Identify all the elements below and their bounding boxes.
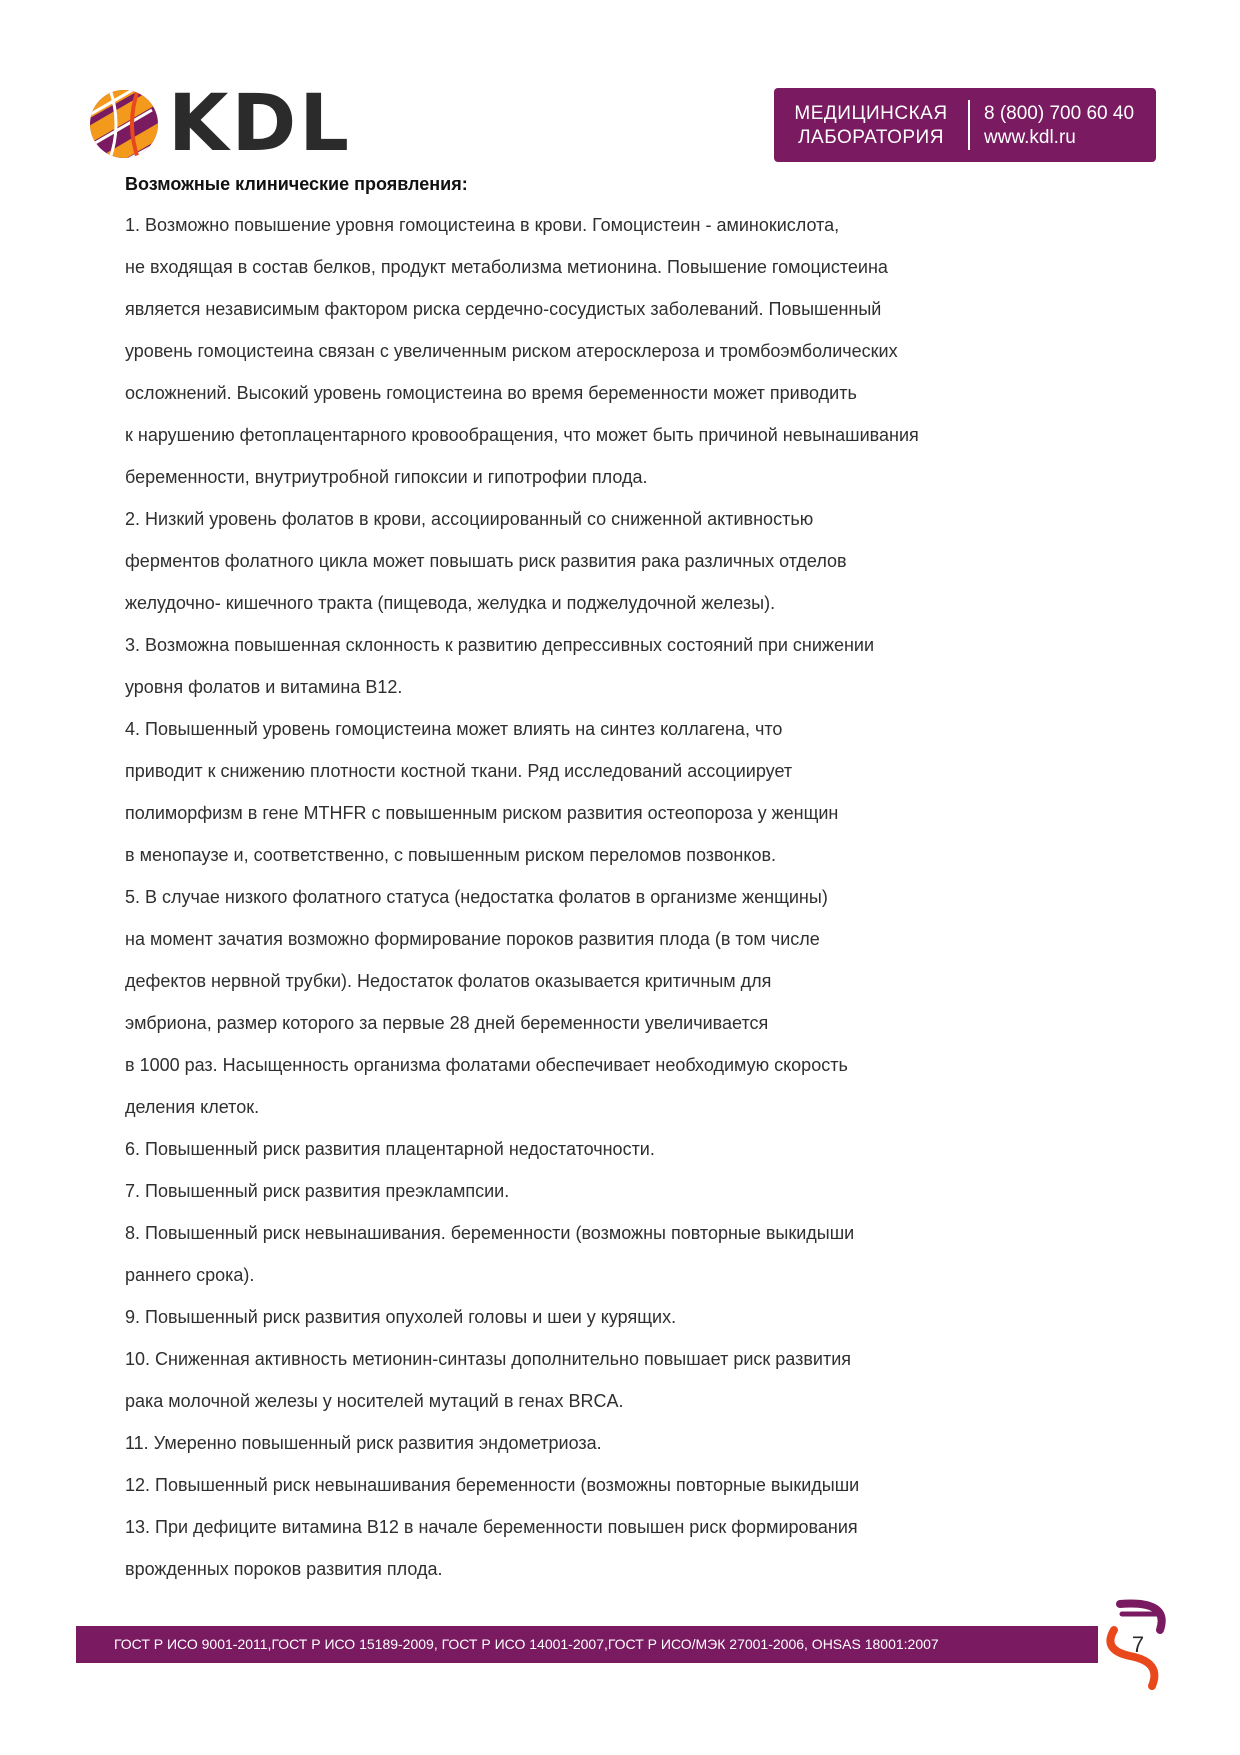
dna-logo-icon [88, 88, 160, 160]
text-line: уровень гомоцистеина связан с увеличенным риском атеросклероза и тромбоэмболических [125, 341, 898, 361]
text-line: ферментов фолатного цикла может повышать риск развития рака различных отделов [125, 551, 847, 571]
text-line: полиморфизм в гене MTHFR с повышенным риском развития остеопороза у женщин [125, 803, 839, 823]
brand-wordmark: KDL [168, 79, 352, 169]
document-body [125, 172, 1045, 1590]
text-line: раннего срока). [125, 1265, 255, 1285]
badge-divider [968, 100, 970, 150]
text-line: беременности, внутриутробной гипоксии и гипотрофии плода. [125, 467, 648, 487]
text-line: к нарушению фетоплацентарного кровообращения, что может быть причиной невынашивания [125, 425, 919, 445]
text-line: 2. Низкий уровень фолатов в крови, ассоциированный со сниженной активностью [125, 509, 814, 529]
text-lines [125, 204, 1045, 1590]
lab-title [774, 102, 968, 150]
text-line: 12. Повышенный риск невынашивания беременности (возможны повторные выкидыши [125, 1475, 860, 1495]
text-line: 5. В случае низкого фолатного статуса (недостатка фолатов в организме женщины) [125, 887, 828, 907]
footer-standards: ГОСТ Р ИСО 9001-2011,ГОСТ Р ИСО 15189-2009, ГОСТ Р ИСО 14001-2007,ГОСТ Р ИСО/МЭК 27001-2006, OHSAS 18001:2007 [114, 1636, 939, 1652]
text-line: дефектов нервной трубки). Недостаток фолатов оказывается критичным для [125, 971, 772, 991]
text-line: не входящая в состав белков, продукт метаболизма метионина. Повышение гомоцистеина [125, 257, 888, 277]
text-line: осложнений. Высокий уровень гомоцистеина во время беременности может приводить [125, 383, 857, 403]
text-line: рака молочной железы у носителей мутаций в генах BRCA. [125, 1391, 624, 1411]
text-line: 8. Повышенный риск невынашивания. беременности (возможны повторные выкидыши [125, 1223, 855, 1243]
text-line: 6. Повышенный риск развития плацентарной недостаточности. [125, 1139, 655, 1159]
text-line: эмбриона, размер которого за первые 28 дней беременности увеличивается [125, 1013, 769, 1033]
phone-number[interactable]: 8 (800) 700 60 40 [984, 103, 1135, 124]
kdl-logo [88, 79, 352, 169]
page-number: 7 [1131, 1632, 1145, 1657]
text-line: 7. Повышенный риск развития преэклампсии. [125, 1181, 510, 1201]
text-line: желудочно- кишечного тракта (пищевода, желудка и поджелудочной железы). [125, 593, 776, 613]
text-line: 1. Возможно повышение уровня гомоцистеина в крови. Гомоцистеин - аминокислота, [125, 215, 840, 235]
text-line: врожденных пороков развития плода. [125, 1559, 443, 1579]
footer-bar [76, 1626, 1098, 1663]
badge-line-1: МЕДИЦИНСКАЯ [794, 103, 948, 124]
badge-line-2: ЛАБОРАТОРИЯ [798, 127, 944, 148]
text-line: 3. Возможна повышенная склонность к развитию депрессивных состояний при снижении [125, 635, 875, 655]
lab-contacts [984, 102, 1134, 150]
text-line: деления клеток. [125, 1097, 260, 1117]
text-line: в 1000 раз. Насыщенность организма фолатами обеспечивает необходимую скорость [125, 1055, 848, 1075]
section-heading: Возможные клинические проявления: [125, 174, 468, 194]
text-line: уровня фолатов и витамина В12. [125, 677, 403, 697]
website-link[interactable]: www.kdl.ru [984, 127, 1076, 148]
lab-contact-badge [774, 88, 1156, 162]
text-line: 10. Сниженная активность метионин-синтазы дополнительно повышает риск развития [125, 1349, 852, 1369]
text-line: на момент зачатия возможно формирование пороков развития плода (в том числе [125, 929, 820, 949]
text-line: 13. При дефиците витамина В12 в начале беременности повышен риск формирования [125, 1517, 858, 1537]
text-line: 9. Повышенный риск развития опухолей головы и шеи у курящих. [125, 1307, 677, 1327]
text-line: в менопаузе и, соответственно, с повышенным риском переломов позвонков. [125, 845, 777, 865]
text-line: приводит к снижению плотности костной ткани. Ряд исследований ассоциирует [125, 761, 793, 781]
text-line: 4. Повышенный уровень гомоцистеина может влиять на синтез коллагена, что [125, 719, 783, 739]
text-line: является независимым фактором риска сердечно-сосудистых заболеваний. Повышенный [125, 299, 882, 319]
text-line: 11. Умеренно повышенный риск развития эндометриоза. [125, 1433, 602, 1453]
